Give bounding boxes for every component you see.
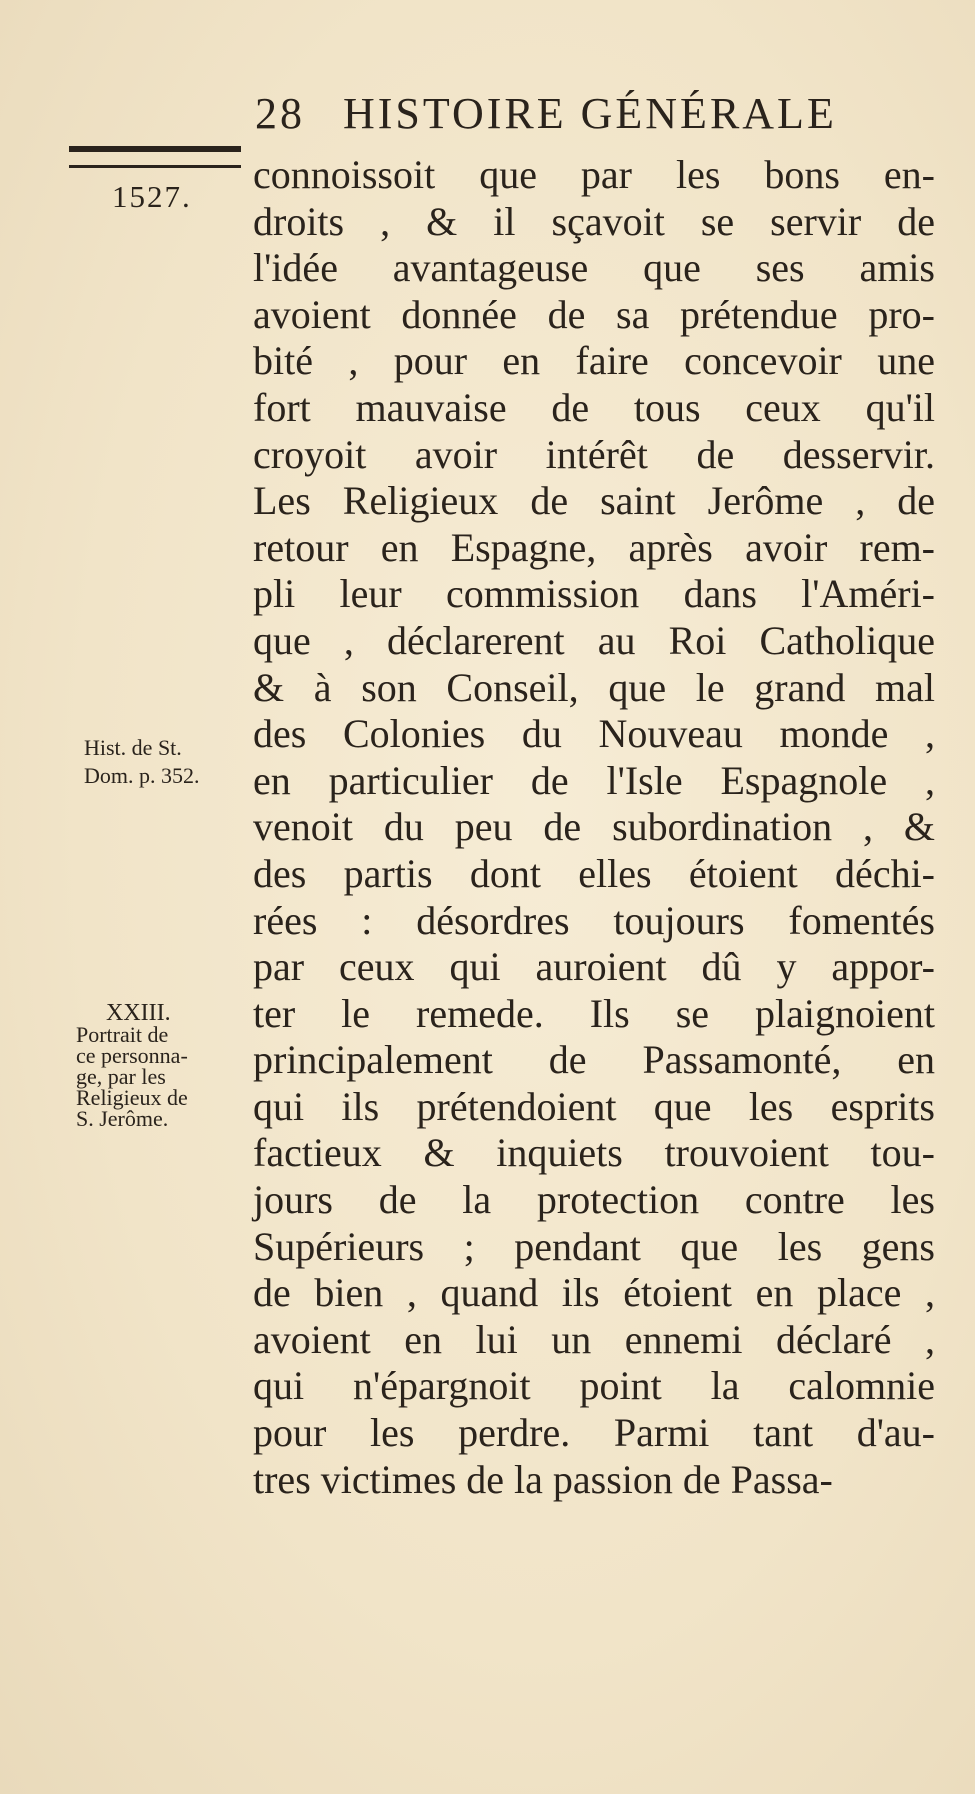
text-line: retour en Espagne, après avoir rem- bbox=[253, 524, 935, 570]
text-line: par ceux qui auroient dû y appor- bbox=[253, 944, 935, 990]
text-line: Supérieurs ; pendant que les gens bbox=[253, 1223, 935, 1269]
text-line: avoient en lui un ennemi déclaré , bbox=[253, 1316, 935, 1362]
margin-section-note bbox=[76, 1000, 251, 1131]
text-line: avoient donnée de sa prétendue pro- bbox=[253, 291, 935, 337]
text-line: connoissoit que par les bons en- bbox=[253, 152, 935, 197]
section-note-line: Religieux de bbox=[76, 1085, 188, 1110]
page-number: 28 bbox=[255, 89, 305, 138]
text-line: jours de la protection contre les bbox=[253, 1177, 935, 1223]
text-line: qui ils prétendoient que les esprits bbox=[253, 1083, 935, 1129]
text-line: que , déclarerent au Roi Catholique bbox=[253, 617, 935, 663]
text-line: droits , & il sçavoit se servir de bbox=[253, 198, 935, 244]
section-note-line: Portrait de bbox=[76, 1022, 169, 1047]
margin-year: 1527. bbox=[112, 179, 192, 214]
body-text bbox=[253, 152, 935, 1503]
text-line: rées : désordres toujours fomentés bbox=[253, 897, 935, 943]
text-line: principalement de Passamonté, en bbox=[253, 1037, 935, 1083]
text-line: des Colonies du Nouveau monde , bbox=[253, 711, 935, 757]
text-line: pli leur commission dans l'Améri- bbox=[253, 571, 935, 617]
reference-line: Dom. p. 352. bbox=[84, 763, 200, 788]
running-title: HISTOIRE GÉNÉRALE bbox=[343, 89, 837, 138]
text-line: factieux & inquiets trouvoient tou- bbox=[253, 1130, 935, 1176]
text-line: des partis dont elles étoient déchi- bbox=[253, 850, 935, 896]
text-line: croyoit avoir intérêt de desservir. bbox=[253, 431, 935, 477]
text-line: ter le remede. Ils se plaignoient bbox=[253, 990, 935, 1036]
text-line: qui n'épargnoit point la calomnie bbox=[253, 1363, 935, 1409]
section-note-line: ge, par les bbox=[76, 1064, 166, 1089]
text-line: venoit du peu de subordination , & bbox=[253, 804, 935, 850]
text-line: & à son Conseil, que le grand mal bbox=[253, 664, 935, 710]
text-line: l'idée avantageuse que ses amis bbox=[253, 245, 935, 291]
text-line: bité , pour en faire concevoir une bbox=[253, 338, 935, 384]
text-line: Les Religieux de saint Jerôme , de bbox=[253, 478, 935, 524]
text-line: en particulier de l'Isle Espagnole , bbox=[253, 757, 935, 803]
text-line: de bien , quand ils étoient en place , bbox=[253, 1270, 935, 1316]
section-number: XXIII. bbox=[106, 1000, 171, 1026]
margin-reference-note bbox=[84, 735, 244, 791]
text-line: tres victimes de la passion de Passa- bbox=[253, 1456, 833, 1502]
page-header bbox=[245, 88, 925, 148]
text-line: fort mauvaise de tous ceux qu'il bbox=[253, 384, 935, 430]
margin-rule bbox=[69, 143, 241, 177]
section-note-line: S. Jerôme. bbox=[76, 1106, 169, 1131]
section-note-line: ce personna- bbox=[76, 1043, 188, 1068]
text-line: pour les perdre. Parmi tant d'au- bbox=[253, 1410, 935, 1456]
reference-line: Hist. de St. bbox=[84, 735, 182, 760]
